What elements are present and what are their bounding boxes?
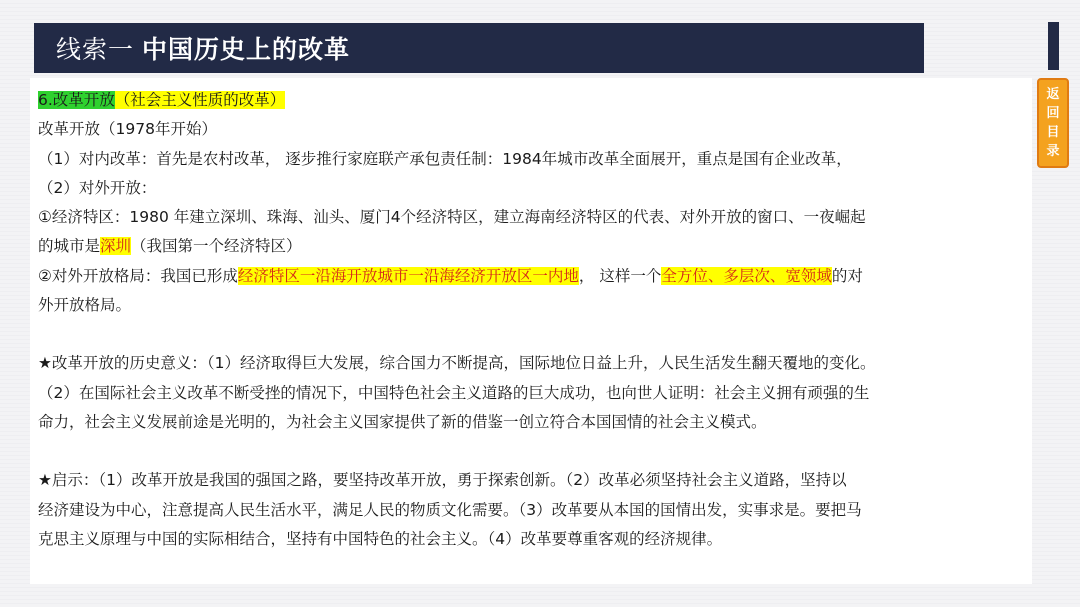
- text-line: [38, 262, 1028, 291]
- slide-header: [34, 23, 924, 73]
- text-segment: 的对: [831, 266, 863, 285]
- header-title: 中国历史上的改革: [142, 35, 351, 64]
- text-line: 经济建设为中心，注意提高人民生活水平，满足人民的物质文化需要。（3）改革要从本国的国情出发，实事求是。要把马: [38, 500, 862, 519]
- text-segment: 的城市是: [38, 237, 101, 256]
- button-char: 录: [1046, 144, 1060, 159]
- text-line: （2）对外开放：: [38, 178, 157, 197]
- section-heading: [38, 86, 1028, 115]
- text-line: 改革开放（1978年开始）: [38, 120, 217, 139]
- header-prefix: 线索一: [56, 35, 135, 64]
- button-char: 目: [1046, 125, 1060, 140]
- back-to-contents-button[interactable]: [1037, 78, 1069, 168]
- content-text: [38, 86, 1028, 554]
- highlight-opening-pattern: 经济特区一沿海开放城市一沿海经济开放区一内地: [237, 266, 579, 285]
- spacer: [38, 437, 1028, 466]
- text-segment: ②对外开放格局：我国已形成: [38, 266, 238, 285]
- text-line: ★改革开放的历史意义：（1）经济取得巨大发展，综合国力不断提高，国际地位日益上升，人民生活发生翻天覆地的变化。: [38, 354, 876, 373]
- text-line: 克思主义原理与中国的实际相结合，坚持有中国特色的社会主义。（4）改革要尊重客观的经济规律。: [38, 529, 723, 548]
- section-subtitle: （社会主义性质的改革）: [114, 91, 286, 109]
- spacer: [38, 320, 1028, 349]
- text-line: 命力，社会主义发展前途是光明的，为社会主义国家提供了新的借鉴一创立符合本国国情的社会主义模式。: [38, 412, 767, 431]
- text-line: （2）在国际社会主义改革不断受挫的情况下，中国特色社会主义道路的巨大成功，也向世人证明：社会主义拥有顽强的生: [38, 383, 870, 402]
- text-line: [38, 232, 1028, 261]
- button-char: 返: [1046, 87, 1060, 102]
- text-line: ★启示：（1）改革开放是我国的强国之路，要坚持改革开放，勇于探索创新。（2）改革必须坚持社会主义道路，坚持以: [38, 471, 847, 490]
- text-segment: ， 这样一个: [578, 266, 662, 285]
- text-line: ①经济特区：1980 年建立深圳、珠海、汕头、厦门4个经济特区，建立海南经济特区的代表、对外开放的窗口、一夜崛起: [38, 208, 866, 227]
- button-char: 回: [1046, 106, 1060, 121]
- highlight-all-round: 全方位、多层次、宽领域: [661, 266, 832, 285]
- text-line: 外开放格局。: [38, 296, 132, 315]
- text-line: （1）对内改革：首先是农村改革， 逐步推行家庭联产承包责任制：1984年城市改革全面展开，重点是国有企业改革，: [38, 149, 852, 168]
- section-number-title: 6.改革开放: [38, 91, 115, 109]
- highlight-shenzhen: 深圳: [100, 237, 132, 256]
- decorative-bar: [1048, 22, 1059, 70]
- text-segment: （我国第一个经济特区）: [131, 237, 302, 256]
